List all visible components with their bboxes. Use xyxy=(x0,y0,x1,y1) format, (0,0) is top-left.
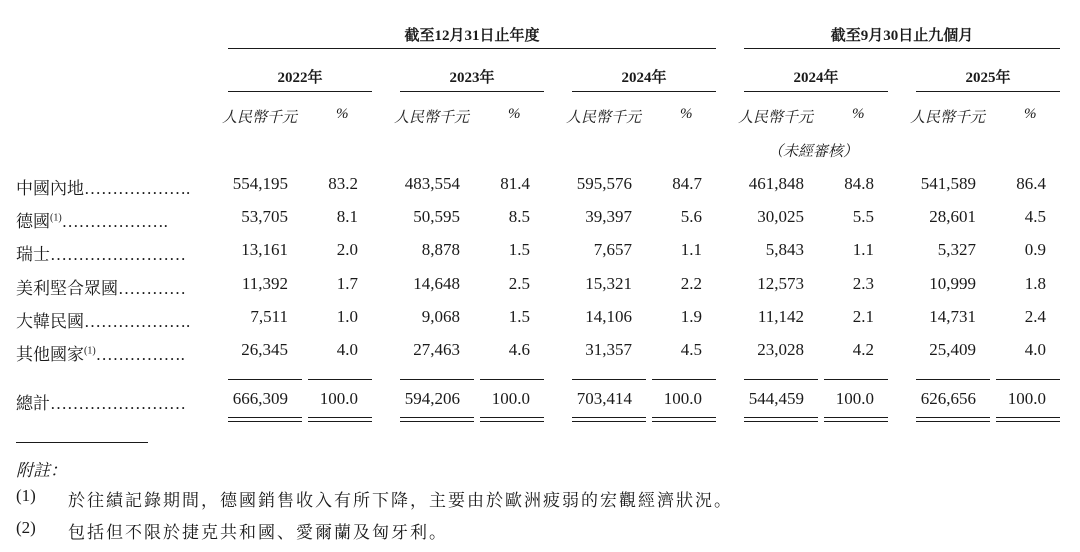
total-double-rule-top-5 xyxy=(572,417,646,418)
table-row-5-pct-1: 1.0 xyxy=(336,307,358,326)
table-row-3-amount-4: 5,843 xyxy=(765,240,804,259)
table-row-5-amount-5: 14,731 xyxy=(929,307,976,326)
table-row-6-label-text: 其他國家 xyxy=(16,345,84,364)
table-row-2-pct-4: 5.5 xyxy=(852,207,874,226)
unaudited-label: （未經審核） xyxy=(768,144,859,160)
total-row-pct-5: 100.0 xyxy=(1007,389,1046,408)
total-row-leader-dots: …………………… xyxy=(50,394,186,413)
total-double-rule-bottom-4 xyxy=(480,421,544,422)
table-row-4-amount-4: 12,573 xyxy=(757,274,804,293)
note-1-number: (1) xyxy=(16,486,36,505)
unit-label-5: 人民幣千元 xyxy=(910,110,986,126)
table-row-3-pct-4: 1.1 xyxy=(852,240,874,259)
table-row-4-amount-1: 11,392 xyxy=(241,274,288,293)
table-row-5-label xyxy=(16,307,190,332)
table-row-4-pct-2: 2.5 xyxy=(508,274,530,293)
table-row-1-pct-5: 86.4 xyxy=(1016,174,1046,193)
total-double-rule-bottom-7 xyxy=(744,421,818,422)
table-row-3-pct-5: 0.9 xyxy=(1024,240,1046,259)
notes-title: 附註： xyxy=(16,461,67,480)
total-double-rule-top-6 xyxy=(652,417,716,418)
total-double-rule-bottom-1 xyxy=(228,421,302,422)
table-row-3-amount-3: 7,657 xyxy=(593,240,632,259)
total-double-rule-bottom-9 xyxy=(916,421,990,422)
table-row-2-pct-1: 8.1 xyxy=(336,207,358,226)
total-row-pct-2: 100.0 xyxy=(491,389,530,408)
subtotal-rule-4 xyxy=(480,379,544,380)
table-row-1-leader-dots: ………………. xyxy=(84,179,191,198)
unit-label-2: 人民幣千元 xyxy=(394,110,470,126)
table-row-5-pct-2: 1.5 xyxy=(508,307,530,326)
table-row-6-label xyxy=(16,340,185,365)
subtotal-rule-9 xyxy=(916,379,990,380)
total-row-amount-4: 544,459 xyxy=(748,389,804,408)
table-row-1-pct-2: 81.4 xyxy=(500,174,530,193)
total-double-rule-top-9 xyxy=(916,417,990,418)
table-row-3-label xyxy=(16,240,186,265)
table-row-4-pct-3: 2.2 xyxy=(680,274,702,293)
subtotal-rule-3 xyxy=(400,379,474,380)
note-2-number: (2) xyxy=(16,518,36,537)
footnote-rule xyxy=(16,442,148,443)
table-row-2-amount-5: 28,601 xyxy=(929,207,976,226)
table-row-6-amount-2: 27,463 xyxy=(413,340,460,359)
total-double-rule-bottom-8 xyxy=(824,421,888,422)
table-row-5-amount-3: 14,106 xyxy=(585,307,632,326)
unit-label-3: 人民幣千元 xyxy=(566,110,642,126)
table-row-4-leader-dots: ………… xyxy=(118,279,186,298)
total-double-rule-top-4 xyxy=(480,417,544,418)
table-row-3-label-text: 瑞士 xyxy=(16,245,50,264)
table-row-2-leader-dots: ………………. xyxy=(61,212,168,231)
table-row-2-label xyxy=(16,207,168,232)
table-row-1-pct-1: 83.2 xyxy=(328,174,358,193)
table-row-3-amount-2: 8,878 xyxy=(421,240,460,259)
table-row-3-amount-1: 13,161 xyxy=(241,240,288,259)
total-row-amount-1: 666,309 xyxy=(232,389,288,408)
note-1-text: 於往績記錄期間，德國銷售收入有所下降，主要由於歐洲疲弱的宏觀經濟狀況。 xyxy=(68,491,733,510)
total-double-rule-top-8 xyxy=(824,417,888,418)
table-row-4-label xyxy=(16,274,186,299)
unit-label-1: 人民幣千元 xyxy=(222,110,298,126)
table-row-6-pct-3: 4.5 xyxy=(680,340,702,359)
table-row-5-amount-4: 11,142 xyxy=(757,307,804,326)
total-double-rule-bottom-5 xyxy=(572,421,646,422)
table-row-6-leader-dots: ……………. xyxy=(95,345,185,364)
group2-title: 截至9月30日止九個月 xyxy=(830,28,974,44)
group1-underline xyxy=(228,48,716,49)
year-underline-2 xyxy=(400,91,544,92)
table-row-4-amount-3: 15,321 xyxy=(585,274,632,293)
year-underline-5 xyxy=(916,91,1060,92)
total-double-rule-top-3 xyxy=(400,417,474,418)
total-double-rule-bottom-6 xyxy=(652,421,716,422)
total-row-amount-3: 703,414 xyxy=(576,389,632,408)
total-double-rule-top-2 xyxy=(308,417,372,418)
table-row-5-leader-dots: ………………. xyxy=(84,312,191,331)
subtotal-rule-7 xyxy=(744,379,818,380)
total-row-label-text: 總計 xyxy=(16,394,50,413)
total-double-rule-bottom-10 xyxy=(996,421,1060,422)
table-row-4-pct-1: 1.7 xyxy=(336,274,358,293)
table-row-4-pct-4: 2.3 xyxy=(852,274,874,293)
table-row-6-amount-1: 26,345 xyxy=(241,340,288,359)
year-underline-3 xyxy=(572,91,716,92)
subtotal-rule-10 xyxy=(996,379,1060,380)
table-row-3-leader-dots: …………………… xyxy=(50,245,186,264)
table-row-3-pct-1: 2.0 xyxy=(336,240,358,259)
table-row-2-amount-3: 39,397 xyxy=(585,207,632,226)
year-header-1: 2022年 xyxy=(277,70,323,86)
table-row-4-label-text: 美利堅合眾國 xyxy=(16,279,118,298)
table-row-2-label-text: 德國 xyxy=(16,212,50,231)
table-row-2-pct-3: 5.6 xyxy=(680,207,702,226)
table-row-3-pct-3: 1.1 xyxy=(680,240,702,259)
table-row-1-label xyxy=(16,174,190,199)
table-row-5-pct-3: 1.9 xyxy=(680,307,702,326)
total-double-rule-top-7 xyxy=(744,417,818,418)
table-row-2-pct-5: 4.5 xyxy=(1024,207,1046,226)
table-row-5-pct-5: 2.4 xyxy=(1024,307,1046,326)
pct-label-3: % xyxy=(680,106,693,122)
subtotal-rule-2 xyxy=(308,379,372,380)
table-row-6-pct-5: 4.0 xyxy=(1024,340,1046,359)
unit-label-4: 人民幣千元 xyxy=(738,110,814,126)
total-row-amount-2: 594,206 xyxy=(404,389,460,408)
total-row-pct-1: 100.0 xyxy=(319,389,358,408)
table-row-5-label-text: 大韓民國 xyxy=(16,312,84,331)
table-row-1-amount-5: 541,589 xyxy=(920,174,976,193)
total-double-rule-bottom-2 xyxy=(308,421,372,422)
table-row-2-amount-2: 50,595 xyxy=(413,207,460,226)
table-row-6-pct-2: 4.6 xyxy=(508,340,530,359)
table-row-5-amount-2: 9,068 xyxy=(421,307,460,326)
table-row-1-label-text: 中國內地 xyxy=(16,179,84,198)
table-row-3-pct-2: 1.5 xyxy=(508,240,530,259)
table-row-1-amount-4: 461,848 xyxy=(748,174,804,193)
total-row-pct-4: 100.0 xyxy=(835,389,874,408)
group2-underline xyxy=(744,48,1060,49)
table-row-6-pct-1: 4.0 xyxy=(336,340,358,359)
year-header-2: 2023年 xyxy=(449,70,495,86)
year-underline-1 xyxy=(228,91,372,92)
table-row-4-amount-2: 14,648 xyxy=(413,274,460,293)
pct-label-1: % xyxy=(336,106,349,122)
pct-label-2: % xyxy=(508,106,521,122)
table-row-1-amount-2: 483,554 xyxy=(404,174,460,193)
year-underline-4 xyxy=(744,91,888,92)
table-row-2-amount-4: 30,025 xyxy=(757,207,804,226)
group1-title: 截至12月31日止年度 xyxy=(404,28,540,44)
total-double-rule-top-1 xyxy=(228,417,302,418)
table-row-1-amount-1: 554,195 xyxy=(232,174,288,193)
total-row-label xyxy=(16,389,186,414)
table-row-6-amount-3: 31,357 xyxy=(585,340,632,359)
total-row-amount-5: 626,656 xyxy=(920,389,976,408)
subtotal-rule-6 xyxy=(652,379,716,380)
table-row-5-amount-1: 7,511 xyxy=(250,307,288,326)
year-header-4: 2024年 xyxy=(793,70,839,86)
year-header-5: 2025年 xyxy=(965,70,1011,86)
subtotal-rule-1 xyxy=(228,379,302,380)
total-double-rule-bottom-3 xyxy=(400,421,474,422)
subtotal-rule-8 xyxy=(824,379,888,380)
table-row-3-amount-5: 5,327 xyxy=(937,240,976,259)
table-row-6-amount-4: 23,028 xyxy=(757,340,804,359)
total-double-rule-top-10 xyxy=(996,417,1060,418)
total-row-pct-3: 100.0 xyxy=(663,389,702,408)
table-row-6-footnote-ref: (1) xyxy=(84,345,96,357)
table-row-2-pct-2: 8.5 xyxy=(508,207,530,226)
pct-label-4: % xyxy=(852,106,865,122)
table-row-1-pct-3: 84.7 xyxy=(672,174,702,193)
table-row-1-pct-4: 84.8 xyxy=(844,174,874,193)
table-row-6-amount-5: 25,409 xyxy=(929,340,976,359)
table-row-5-pct-4: 2.1 xyxy=(852,307,874,326)
table-row-2-amount-1: 53,705 xyxy=(241,207,288,226)
table-row-6-pct-4: 4.2 xyxy=(852,340,874,359)
pct-label-5: % xyxy=(1024,106,1037,122)
subtotal-rule-5 xyxy=(572,379,646,380)
table-row-4-amount-5: 10,999 xyxy=(929,274,976,293)
year-header-3: 2024年 xyxy=(621,70,667,86)
table-row-2-footnote-ref: (1) xyxy=(50,212,62,224)
table-row-4-pct-5: 1.8 xyxy=(1024,274,1046,293)
table-row-1-amount-3: 595,576 xyxy=(576,174,632,193)
note-2-text: 包括但不限於捷克共和國、愛爾蘭及匈牙利。 xyxy=(68,523,448,542)
